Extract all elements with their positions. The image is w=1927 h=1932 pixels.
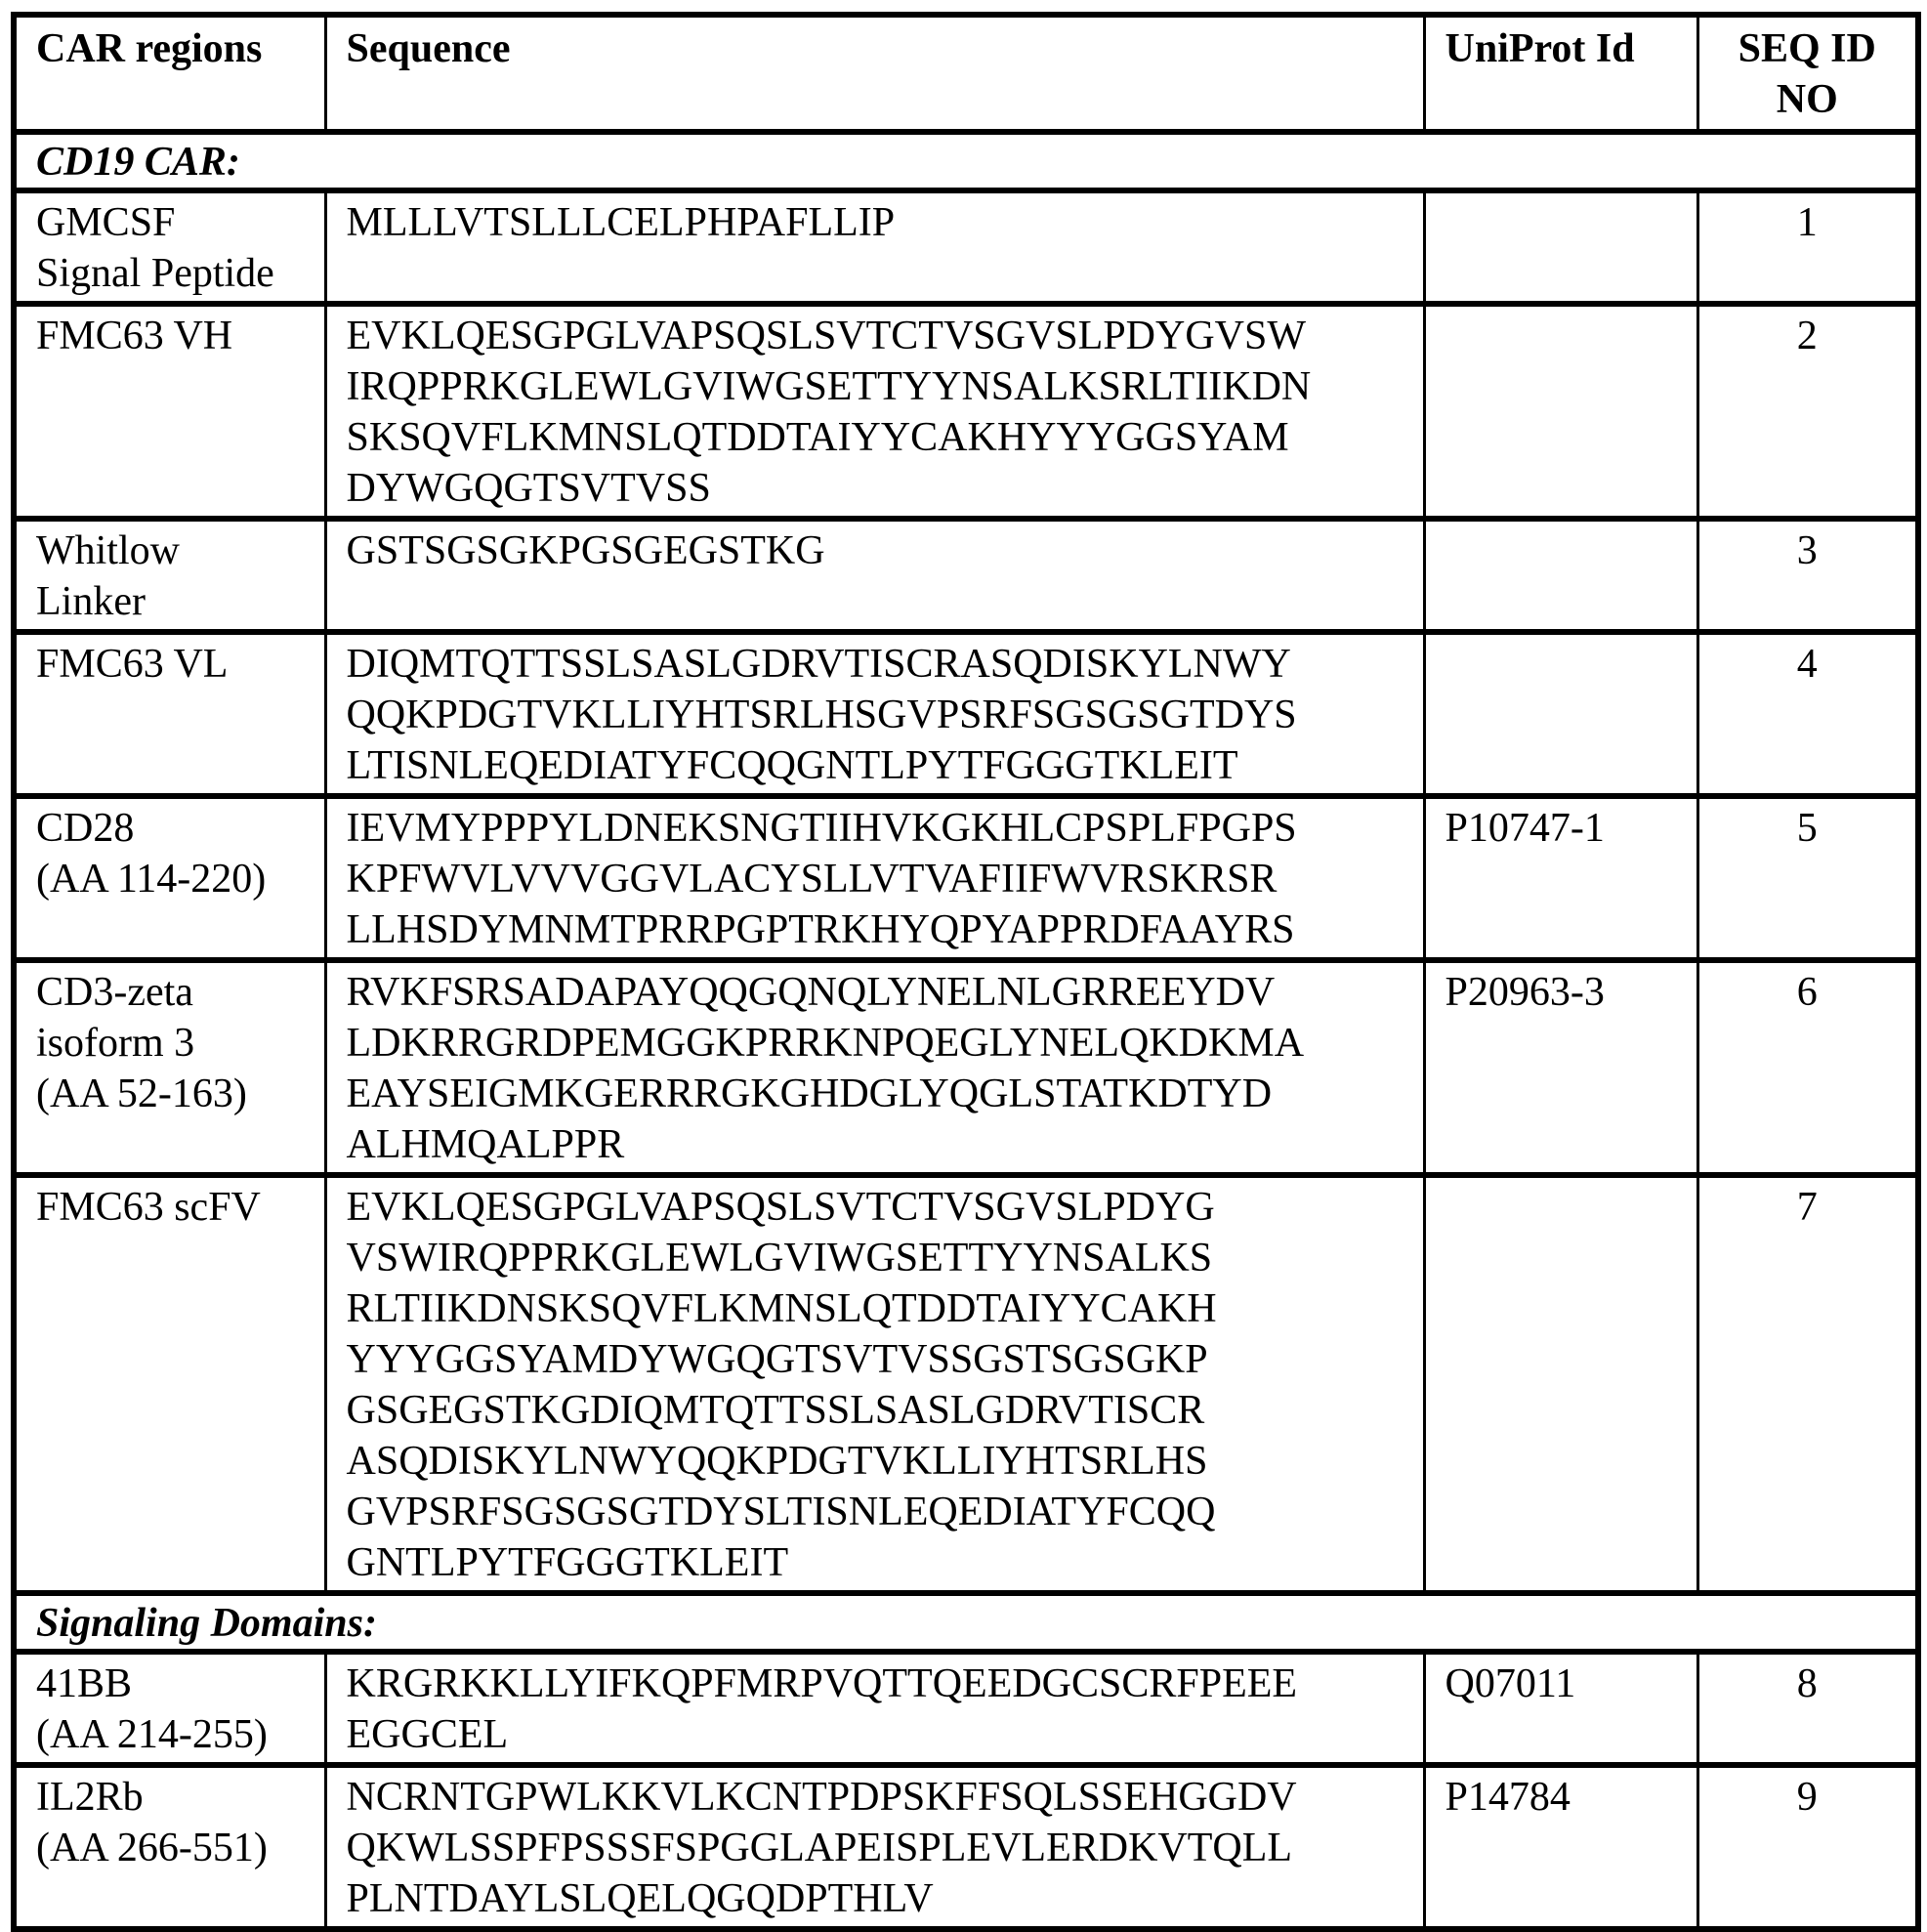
sequence-line: VSWIRQPPRKGLEWLGVIWGSETTYYNSALKS [346,1236,1213,1281]
region-line: FMC63 VH [36,314,233,358]
header-seq-id-line1: SEQ ID [1738,26,1876,71]
table-row [14,796,1918,960]
region-line: (AA 214-255) [36,1712,268,1757]
region-line: Whitlow [36,528,180,573]
table-row [14,190,1918,304]
section-title: Signaling Domains: [14,1593,1918,1652]
cell-sequence [325,519,1424,632]
cell-seq-id-no: 8 [1697,1652,1918,1765]
sequence-line: LLHSDYMNMTPRRPGPTRKHYQPYAPPRDFAAYRS [346,907,1295,952]
cell-seq-id-no: 4 [1697,632,1918,796]
cell-uniprot-id: Q07011 [1424,1652,1697,1765]
sequence-line: ASQDISKYLNWYQQKPDGTVKLLIYHTSRLHS [346,1439,1208,1484]
table-row [14,1652,1918,1765]
region-line: (AA 266-551) [36,1826,268,1870]
cell-uniprot-id [1424,190,1697,304]
section-title: CD19 CAR: [14,132,1918,190]
cell-uniprot-id [1424,1175,1697,1593]
sequence-line: RVKFSRSADAPAYQQGQNQLYNELNLGRREEYDV [346,970,1276,1015]
sequence-line: SKSQVFLKMNSLQTDDTAIYYCAKHYYYGGSYAM [346,415,1289,460]
table-body [14,132,1918,1929]
region-line: Linker [36,579,146,624]
cell-sequence [325,960,1424,1175]
region-line: isoform 3 [36,1021,195,1066]
cell-car-region [14,1765,325,1929]
cell-sequence [325,1175,1424,1593]
sequence-line: MLLLVTSLLLCELPHPAFLLIP [346,200,896,245]
cell-seq-id-no: 5 [1697,796,1918,960]
sequence-line: EVKLQESGPGLVAPSQSLSVTCTVSGVSLPDYG [346,1185,1215,1230]
sequence-line: EGGCEL [346,1712,509,1757]
region-line: 41BB [36,1661,133,1706]
table-row [14,519,1918,632]
header-row [14,15,1918,132]
sequence-line: GSTSGSGKPGSGEGSTKG [346,528,825,573]
sequence-line: YYYGGSYAMDYWGQGTSVTVSSGSTSGSGKP [346,1337,1208,1382]
car-sequence-table [11,12,1921,1932]
cell-car-region [14,796,325,960]
header-seq-id-no [1697,15,1918,132]
sequence-line: QQKPDGTVKLLIYHTSRLHSGVPSRFSGSGSGTDYS [346,693,1297,737]
region-line: CD3-zeta [36,970,193,1015]
cell-uniprot-id: P10747-1 [1424,796,1697,960]
sequence-line: KPFWVLVVVGGVLACYSLLVTVAFIIFWVRSKRSR [346,857,1278,902]
region-line: Signal Peptide [36,251,274,296]
sequence-line: DYWGQGTSVTVSS [346,466,711,511]
cell-seq-id-no: 2 [1697,304,1918,519]
sequence-line: PLNTDAYLSLQELQGQDPTHLV [346,1876,934,1921]
sequence-line: IEVMYPPPYLDNEKSNGTIIHVKGKHLCPSPLFPGPS [346,806,1297,851]
cell-uniprot-id: P20963-3 [1424,960,1697,1175]
header-car-regions: CAR regions [14,15,325,132]
sequence-line: GNTLPYTFGGGTKLEIT [346,1540,789,1585]
region-line: FMC63 VL [36,642,229,687]
sequence-line: ALHMQALPPR [346,1122,625,1167]
cell-seq-id-no: 3 [1697,519,1918,632]
cell-sequence [325,1765,1424,1929]
cell-car-region [14,304,325,519]
region-line: CD28 [36,806,135,851]
table-row [14,304,1918,519]
section-row [14,132,1918,190]
sequence-line: LDKRRGRDPEMGGKPRRKNPQEGLYNELQKDKMA [346,1021,1305,1066]
sequence-line: KRGRKKLLYIFKQPFMRPVQTTQEEDGCSCRFPEEE [346,1661,1298,1706]
cell-seq-id-no: 1 [1697,190,1918,304]
cell-sequence [325,632,1424,796]
cell-sequence [325,304,1424,519]
cell-seq-id-no: 6 [1697,960,1918,1175]
cell-seq-id-no: 9 [1697,1765,1918,1929]
region-line: (AA 114-220) [36,857,267,902]
table-row [14,960,1918,1175]
table-row [14,1765,1918,1929]
cell-uniprot-id [1424,304,1697,519]
sequence-line: LTISNLEQEDIATYFCQQGNTLPYTFGGGTKLEIT [346,743,1238,788]
cell-sequence [325,190,1424,304]
sequence-line: QKWLSSPFPSSSFSPGGLAPEISPLEVLERDKVTQLL [346,1826,1293,1870]
cell-uniprot-id [1424,632,1697,796]
cell-uniprot-id [1424,519,1697,632]
sequence-line: GSGEGSTKGDIQMTQTTSSLSASLGDRVTISCR [346,1388,1205,1433]
region-line: GMCSF [36,200,176,245]
sequence-line: GVPSRFSGSGSGTDYSLTISNLEQEDIATYFCQQ [346,1490,1216,1534]
sequence-line: RLTIIKDNSKSQVFLKMNSLQTDDTAIYYCAKH [346,1286,1217,1331]
region-line: IL2Rb [36,1775,144,1820]
sequence-line: NCRNTGPWLKKVLKCNTPDPSKFFSQLSSEHGGDV [346,1775,1297,1820]
region-line: (AA 52-163) [36,1071,247,1116]
cell-car-region [14,632,325,796]
cell-car-region [14,190,325,304]
cell-car-region [14,519,325,632]
header-uniprot-id: UniProt Id [1424,15,1697,132]
sequence-line: EVKLQESGPGLVAPSQSLSVTCTVSGVSLPDYGVSW [346,314,1307,358]
sequence-line: IRQPPRKGLEWLGVIWGSETTYYNSALKSRLTIIKDN [346,364,1312,409]
cell-uniprot-id: P14784 [1424,1765,1697,1929]
header-sequence: Sequence [325,15,1424,132]
cell-car-region [14,1175,325,1593]
sequence-line: EAYSEIGMKGERRRGKGHDGLYQGLSTATKDTYD [346,1071,1273,1116]
section-row [14,1593,1918,1652]
sequence-line: DIQMTQTTSSLSASLGDRVTISCRASQDISKYLNWY [346,642,1291,687]
region-line: FMC63 scFV [36,1185,261,1230]
table-row [14,1175,1918,1593]
cell-seq-id-no: 7 [1697,1175,1918,1593]
header-seq-id-line2: NO [1776,77,1838,122]
cell-car-region [14,960,325,1175]
cell-sequence [325,796,1424,960]
table-row [14,632,1918,796]
cell-sequence [325,1652,1424,1765]
cell-car-region [14,1652,325,1765]
